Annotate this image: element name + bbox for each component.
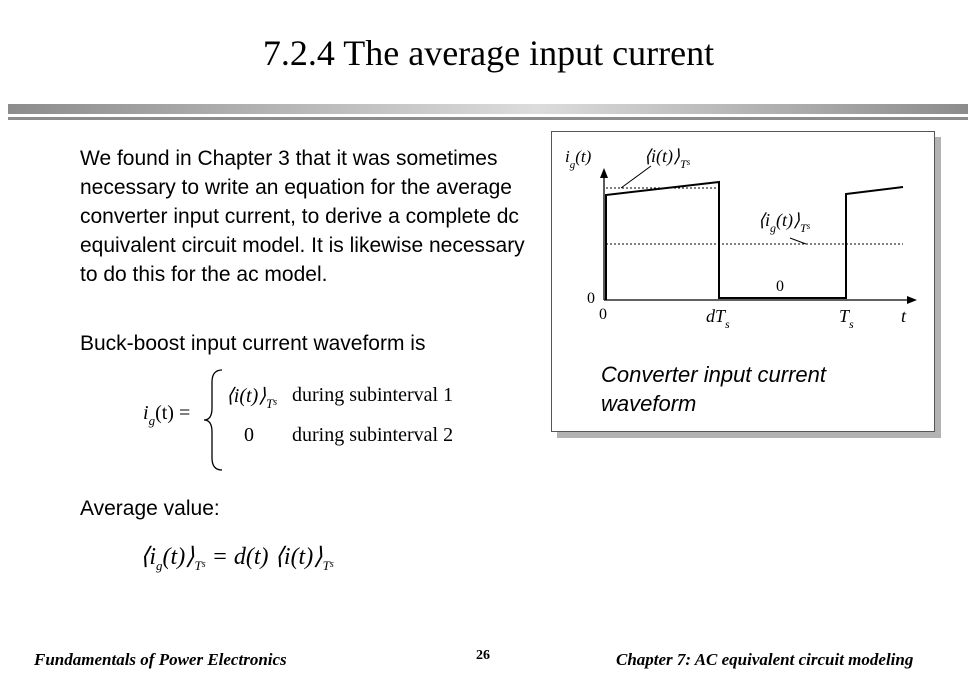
dTs-tick-label: $dT_s$ — [706, 306, 730, 331]
footer-book-title: Fundamentals of Power Electronics — [34, 650, 287, 669]
x-axis-arrow — [907, 296, 917, 304]
instantaneous-average-label: $⟨i(t)⟩_Ts$ — [644, 146, 691, 171]
footer-chapter-title: Chapter 7: AC equivalent circuit modeling — [616, 650, 914, 669]
figure-caption: Converter input current waveform — [601, 362, 826, 416]
average-equation: $⟨i_g(t)⟩_Ts = d(t)$ $⟨i(t)⟩_Ts$ — [140, 544, 334, 573]
footer-page-number: 26 — [476, 648, 490, 663]
waveform-intro-text: Buck-boost input current waveform is — [80, 332, 426, 355]
case1-condition: during subinterval 1 — [292, 384, 454, 406]
case2-expression: 0 — [244, 424, 254, 446]
case1-expression: $⟨i(t)⟩_Ts$ — [226, 385, 278, 411]
average-value-label: Average value: — [80, 497, 220, 520]
Ts-tick-label: $T_s$ — [839, 306, 854, 331]
y-axis-arrow — [600, 168, 608, 178]
zero-level-label: 0 — [776, 278, 784, 295]
y-axis-label: $i_g(t)$ — [565, 147, 592, 171]
slide-title: 7.2.4 The average input current — [262, 33, 715, 73]
avg-label-pointer — [790, 238, 806, 244]
y-zero-tick-label: 0 — [587, 290, 595, 307]
input-average-label: $⟨i_g(t)⟩_Ts$ — [758, 210, 811, 235]
piecewise-lhs: $i_g(t)$ = — [143, 402, 191, 428]
x-axis-label: t — [901, 306, 907, 326]
top-label-pointer — [621, 166, 651, 188]
current-waveform-trace — [606, 182, 903, 300]
case2-condition: during subinterval 2 — [292, 424, 454, 446]
intro-paragraph: We found in Chapter 3 that it was sometimes necessary to write an equation for the average converter input current, to derive a complete dc equivalent circuit model. It is likewise necessary to do this for the ac model. — [80, 147, 525, 286]
x-zero-tick-label: 0 — [599, 306, 607, 323]
